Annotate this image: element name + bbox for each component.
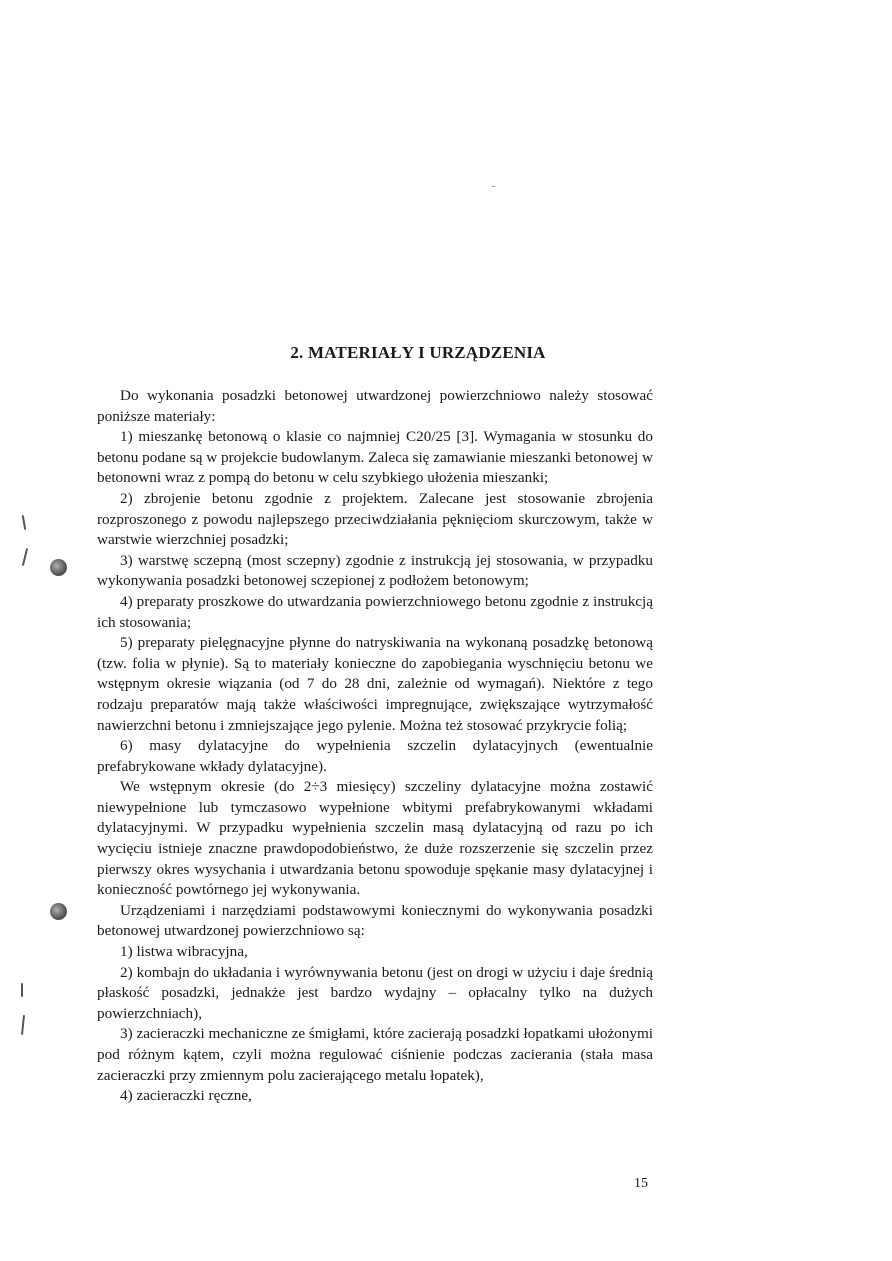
list-item-materials-3: 3) warstwę sczepną (most sczepny) zgodnie z instrukcją jej stosowania, w przypadku wykonywania posadzki betonowej sczepionej z podłożem betonowym; <box>97 551 653 590</box>
scan-mark <box>21 1015 25 1035</box>
page-number: 15 <box>634 1176 648 1191</box>
scan-mark <box>22 515 27 530</box>
list-item-materials-1: 1) mieszankę betonową o klasie co najmniej C20/25 [3]. Wymagania w stosunku do betonu podane są w projekcie budowlanym. Zaleca się zamawianie mieszanki betonowej w betonowni wraz z pompą do betonu w celu szybkiego ułożenia mieszanki; <box>97 428 653 487</box>
list-item-materials-4: 4) preparaty proszkowe do utwardzania powierzchniowego betonu zgodnie z instrukcją ich stosowania; <box>97 592 653 631</box>
list-item-materials-6: 6) masy dylatacyjne do wypełnienia szczelin dylatacyjnych (ewentualnie prefabrykowane wkłady dylatacyjne). <box>97 737 653 775</box>
paragraph-equipment-intro: Urządzeniami i narzędziami podstawowymi koniecznymi do wykonywania posadzki betonowej utwardzonej powierzchniowo są: <box>97 901 653 940</box>
list-item-equipment-4: 4) zacieraczki ręczne, <box>120 1087 252 1105</box>
binder-hole-upper <box>50 559 67 576</box>
scan-dot <box>492 186 495 187</box>
section-heading: 2. MATERIAŁY I URZĄDZENIA <box>290 343 546 362</box>
list-item-materials-2: 2) zbrojenie betonu zgodnie z projektem. Zalecane jest stosowanie zbrojenia rozproszonego z powodu najlepszego przeciwdziałania pęknięciom skurczowym, także w warstwie wierzchniej posadzki; <box>97 489 653 549</box>
paragraph-expansion-joints: We wstępnym okresie (do 2÷3 miesięcy) szczeliny dylatacyjne można zostawić niewypełnione lub tymczasowo wypełnione wbitymi prefabrykowanymi wkładami dylatacyjnymi. W przypadku wypełnienia szczelin masą dylatacyjną od razu po ich wycięciu istnieje znaczne prawdopodobieństwo, że duże rozszerzenie się szczelin przez pierwszy okres wysychania i utwardzania betonu spowoduje spękanie masy dylatacyjnej i konieczność powtórnego jej wykonywania. <box>97 778 653 899</box>
list-item-equipment-1: 1) listwa wibracyjna, <box>120 943 248 961</box>
list-item-equipment-2: 2) kombajn do układania i wyrównywania betonu (jest on drogi w użyciu i daje średnią płaskość posadzki, jednakże jest bardzo wydajny – opłacalny tylko na dużych powierzchniach), <box>97 963 653 1022</box>
list-item-equipment-3: 3) zacieraczki mechaniczne ze śmigłami, które zacierają posadzki łopatkami ułożonymi pod różnym kątem, czyli można regulować ciśnienie podczas zacierania (stała masa zacieraczki przy zmiennym polu zacierającego metalu łopatek), <box>97 1025 654 1084</box>
scan-mark <box>21 983 23 997</box>
paragraph-intro: Do wykonania posadzki betonowej utwardzonej powierzchniowo należy stosować poniższe materiały: <box>97 387 653 425</box>
binder-hole-lower <box>50 903 67 920</box>
list-item-materials-5: 5) preparaty pielęgnacyjne płynne do natryskiwania na wykonaną posadzkę betonową (tzw. folia w płynie). Są to materiały konieczne do zapobiegania wyschnięciu betonu we wstępnym okresie wiązania (od 7 do 28 dni, zależnie od wymagań). Niektóre z tego rodzaju preparatów mają także właściwości impregnujące, zwiększające wytrzymałość nawierzchni betonu i zmniejszające jego pylenie. Można też stosować przykrycie folią; <box>97 634 653 734</box>
scan-mark <box>22 548 28 566</box>
body-text <box>97 386 653 1107</box>
